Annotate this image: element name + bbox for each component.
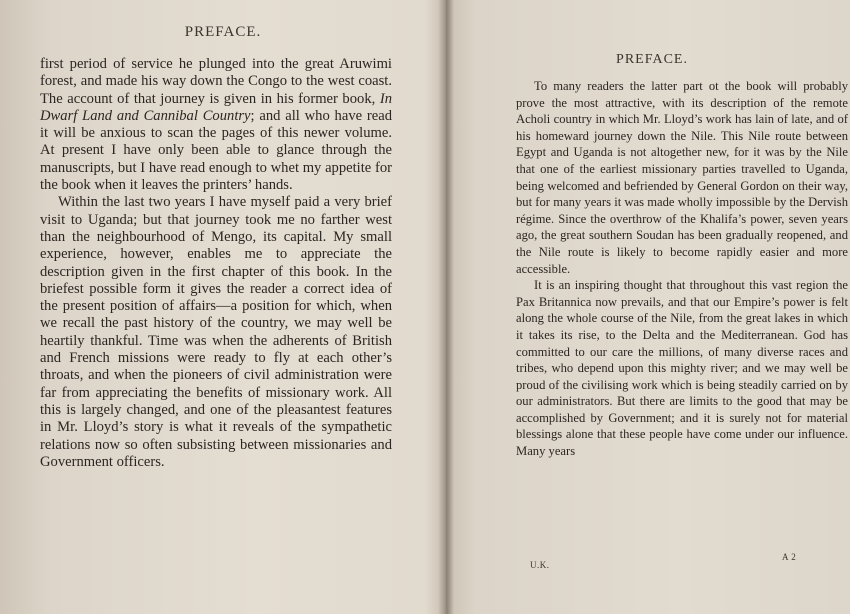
left-paragraph-1: [40, 56, 392, 194]
left-paragraph-1-part1: first period of service he plunged into the great Aruwimi forest, and made his way down the Congo to the west coast. The account of that journey is given in his former book,: [40, 56, 392, 107]
book-title-italic: In Dwarf Land and Cannibal Country: [40, 90, 392, 124]
left-paragraph-1-part2: ; and all who have read it will be anxious to scan the pages of this newer volume. At present I have only been able to glance through the manuscripts, but I have read enough to whet my appetite for the book when it leaves the printers’ hands.: [40, 107, 392, 194]
right-page-header: PREFACE.: [616, 52, 688, 67]
right-paragraph-1: To many readers the latter part ot the book will probably prove the most attractive, with its description of the remote Acholi country in which Mr. Lloyd’s work has lain of late, and of his homeward journey down the Nile. This Nile route between Egypt and Uganda is not altogether new, for it was by the Nile that one of the earliest missionary parties travelled to Uganda, being welcomed and befriended by General Gordon on their way, but for many years it was made wholly impossible by the Dervish régime. Since the overthrow of the Khalifa’s power, seven years ago, the great southern Soudan has been gradually reopened, and the Nile route is likely to become rapidly easier and more accessible.: [516, 79, 848, 276]
left-paragraph-2: Within the last two years I have myself paid a very brief visit to Uganda; but that journey took me no farther west than the neighbourhood of Mengo, its capital. My small experience, however, enables me to appreciate the description given in the first chapter of this book. In the briefest possible form it gives the reader a correct idea of the present position of affairs—a position for which, when we recall the past history of the country, we may well be heartily thankful. Time was when the adherents of British and French missions were ready to fly at each other’s throats, and when the pioneers of civil administration were far from appreciating the benefits of missionary work. All this is largely changed, and one of the pleasantest features in Mr. Lloyd’s story is what it reveals of the sympathetic relations now so often subsisting between missionaries and Government officers.: [40, 194, 392, 470]
left-page-header: PREFACE.: [184, 24, 262, 40]
signature-mark-left: U.K.: [530, 560, 550, 570]
right-paragraph-2: It is an inspiring thought that throughout this vast region the Pax Britannica now prevails, and that our Empire’s power is felt along the whole course of the Nile, from the great lakes in which it takes its rise, to the Delta and the Mediterranean. God has committed to our care the millions, of many diverse races and tribes, who depend upon this mighty river; and we may well be proud of the civilising work which is being steadily carried on by our administrators. But there are limits to the good that may be accomplished by Government; and it is surely not for material blessings alone that these people have come under our influence. Many years: [516, 278, 848, 459]
signature-mark-right: A 2: [782, 552, 797, 562]
right-page: [454, 0, 850, 614]
right-page-body: [516, 78, 848, 460]
left-page-body: [40, 56, 392, 471]
